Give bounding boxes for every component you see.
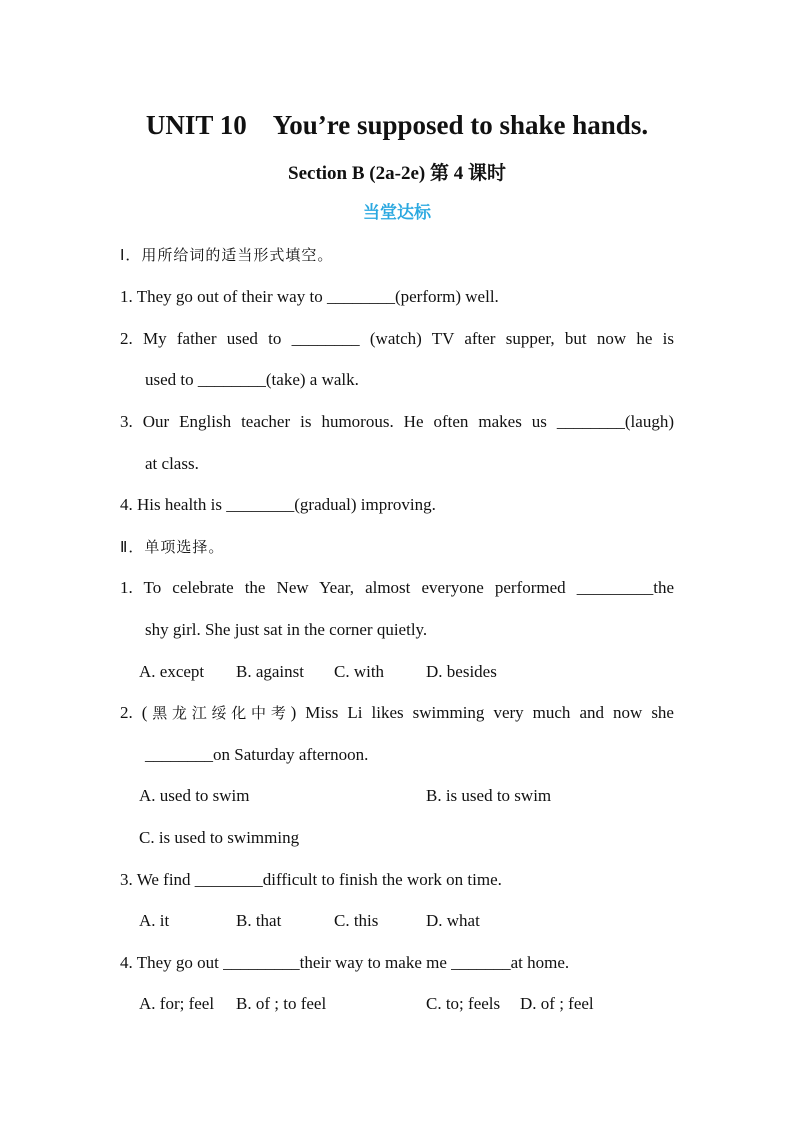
option-b: B. that [236,911,282,930]
part1-question-4: 4. His health is ________(gradual) improving. [120,495,436,514]
part1-question-3-line-1: 3. Our English teacher is humorous. He often makes us ________(laugh) [120,412,674,431]
option-a: A. for; feel [139,994,215,1013]
option-d: D. besides [426,662,497,681]
option-a: A. it [139,911,170,930]
part2-question-1-line-1: 1. To celebrate the New Year, almost everyone performed _________the [120,578,674,597]
option-b: B. against [236,662,304,681]
option-a: A. except [139,662,205,681]
part2-heading: Ⅱ．单项选择。 [120,538,225,556]
q2-source: 黑龙江绥化中考 [147,704,291,722]
part1-question-2-line-1: 2. My father used to ________ (watch) TV after supper, but now he is [120,329,674,348]
option-a: A. used to swim [139,786,250,805]
page-title: UNIT 10 You’re supposed to shake hands. [145,110,649,140]
section-subtitle: Section B (2a-2e) 第 4 课时 [288,163,506,184]
q2-number: 2. ( [120,703,148,722]
section-tag: 当堂达标 [363,203,431,223]
part2-question-2-line-2: ________on Saturday afternoon. [145,745,369,764]
option-d: D. what [426,911,480,930]
option-b: B. of ; to feel [236,994,327,1013]
part1-heading: Ⅰ．用所给词的适当形式填空。 [120,246,334,264]
option-b: B. is used to swim [426,786,552,805]
q2-text: ) Miss Li likes swimming very much and now she [290,703,674,722]
part1-question-3-line-2: at class. [145,454,199,473]
option-c: C. this [334,911,379,930]
option-d: D. of ; feel [520,994,594,1013]
part2-question-2-line-1 [120,701,674,725]
part2-question-3: 3. We find ________difficult to finish the work on time. [120,870,502,889]
part1-question-1: 1. They go out of their way to ________(perform) well. [120,287,499,306]
part2-question-1-line-2: shy girl. She just sat in the corner quietly. [145,620,428,639]
part2-question-2-option-c: C. is used to swimming [139,828,300,847]
part2-question-4: 4. They go out _________their way to make me _______at home. [120,953,570,972]
option-c: C. with [334,662,385,681]
part1-question-2-line-2: used to ________(take) a walk. [145,370,359,389]
option-c: C. to; feels [426,994,501,1013]
